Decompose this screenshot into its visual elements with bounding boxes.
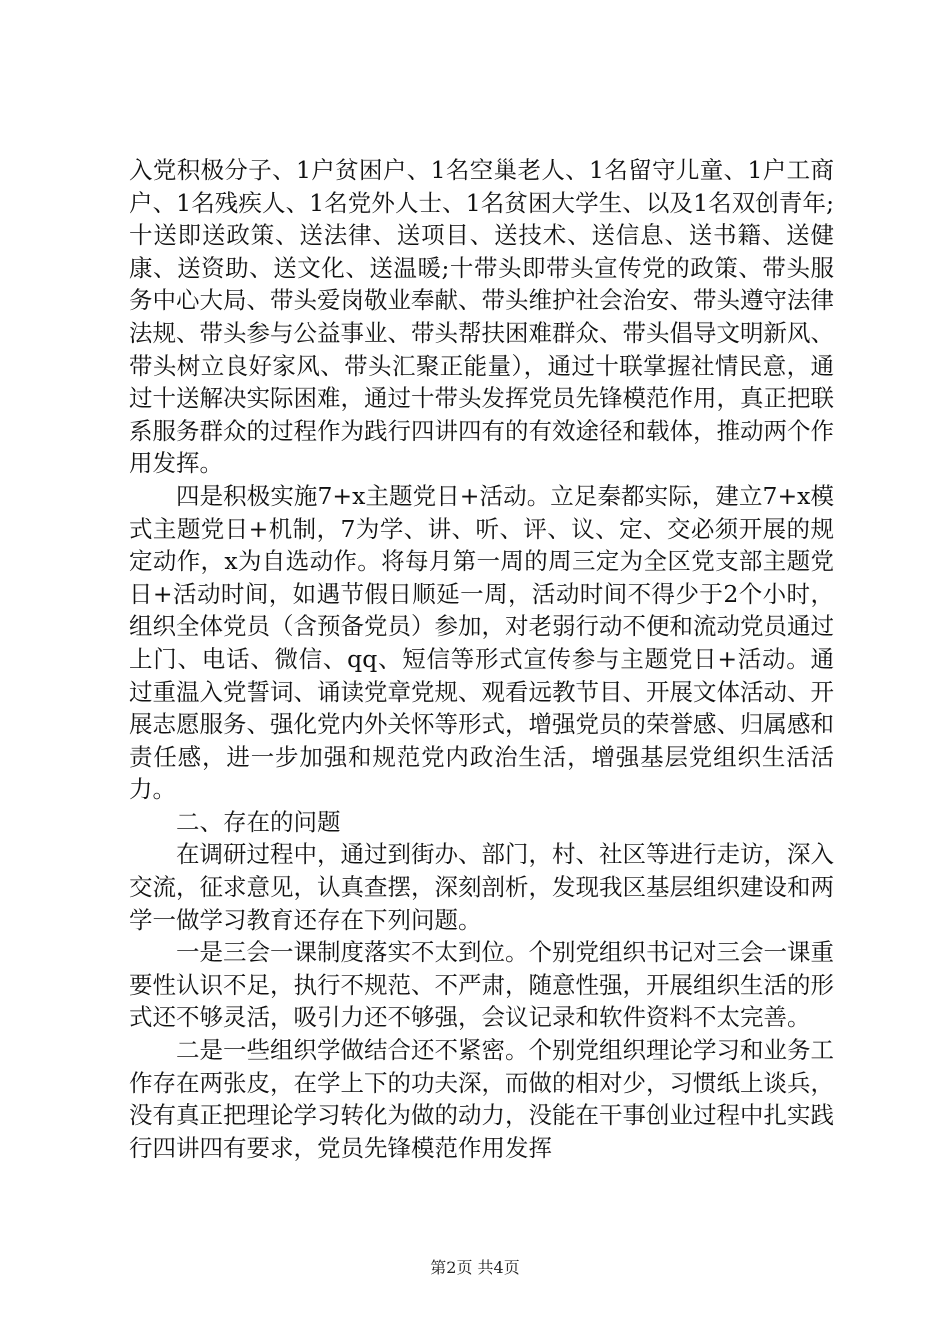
document-body xyxy=(129,154,834,1164)
paragraph-research-intro: 在调研过程中，通过到街办、部门，村、社区等进行走访，深入交流，征求意见，认真查摆，深刻剖析，发现我区基层组织建设和两学一做学习教育还存在下列问题。 xyxy=(129,840,834,934)
paragraph-theme-party-day: 四是积极实施7+x主题党日+活动。立足秦都实际，建立7+x模式主题党日+机制，7为学、讲、听、评、议、定、交必须开展的规定动作，x为自选动作。将每月第一周的周三定为全区党支部主题党日+活动时间，如遇节假日顺延一周，活动时间不得少于2个小时，组织全体党员（含预备党员）参加，对老弱行动不便和流动党员通过上门、电话、微信、qq、短信等形式宣传参与主题党日+活动。通过重温入党誓词、诵读党章党规、观看远教节目、开展文体活动、开展志愿服务、强化党内外关怀等形式，增强党员的荣誉感、归属感和责任感，进一步加强和规范党内政治生活，增强基层党组织生活活力。 xyxy=(129,481,834,804)
paragraph-problem-two: 二是一些组织学做结合还不紧密。个别党组织理论学习和业务工作存在两张皮，在学上下的功夫深，而做的相对少，习惯纸上谈兵，没有真正把理论学习转化为做的动力，没能在干事创业过程中扎实践行四讲四有要求，党员先锋模范作用发挥 xyxy=(129,1036,834,1162)
page-footer: 第2页 共4页 xyxy=(430,1258,520,1277)
paragraph-problem-one: 一是三会一课制度落实不太到位。个别党组织书记对三会一课重要性认识不足，执行不规范、不严肃，随意性强，开展组织生活的形式还不够灵活，吸引力还不够强，会议记录和软件资料不太完善。 xyxy=(129,938,834,1032)
section-heading-problems: 二、存在的问题 xyxy=(176,807,341,836)
paragraph-contact-list: 入党积极分子、1户贫困户、1名空巢老人、1名留守儿童、1户工商户、1名残疾人、1名党外人士、1名贫困大学生、以及1名双创青年;十送即送政策、送法律、送项目、送技术、送信息、送书籍、送健康、送资助、送文化、送温暖;十带头即带头宣传党的政策、带头服务中心大局、带头爱岗敬业奉献、带头维护社会治安、带头遵守法律法规、带头参与公益事业、带头帮扶困难群众、带头倡导文明新风、带头树立良好家风、带头汇聚正能量），通过十联掌握社情民意，通过十送解决实际困难，通过十带头发挥党员先锋模范作用，真正把联系服务群众的过程作为践行四讲四有的有效途径和载体，推动两个作用发挥。 xyxy=(129,156,834,478)
